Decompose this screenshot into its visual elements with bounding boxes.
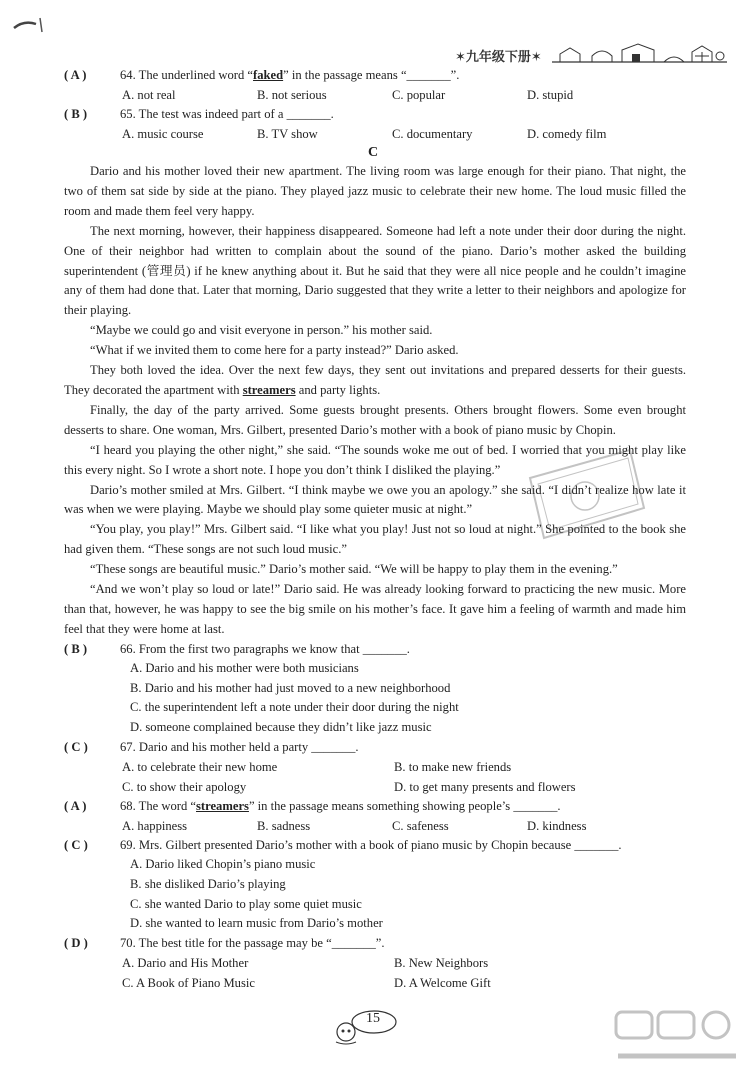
answer-mark: ( A ) — [64, 68, 87, 82]
answer-option: B. New Neighbors — [394, 956, 489, 971]
question-text: 68. The word “streamers” in the passage means something showing people’s _______. — [120, 798, 561, 813]
keyword: streamers — [196, 798, 249, 813]
answer-option: D. comedy film — [527, 127, 607, 141]
answer-option: A. not real — [122, 88, 176, 102]
paragraph: “You play, you play!” Mrs. Gilbert said. “I like what you play! Just not so loud at night.” She pointed to the book she had given them. “These songs are not such loud music.” — [64, 522, 686, 557]
answer-option: C. the superintendent left a note under their door during the night — [130, 700, 459, 715]
answer-option: C. to show their apology — [122, 779, 247, 794]
paragraph: “These songs are beautiful music.” Dario’s mother said. “We will be happy to play them in the evening.” — [90, 562, 618, 577]
answer-option: A. Dario liked Chopin’s piano music — [130, 856, 316, 871]
question — [64, 66, 686, 105]
question — [64, 836, 686, 934]
answer-option: B. she disliked Dario’s playing — [130, 876, 286, 891]
answer-option: C. A Book of Piano Music — [122, 976, 255, 991]
star-icon: ✶ — [455, 50, 466, 65]
questions-section-b — [64, 66, 686, 144]
paragraph: The next morning, however, their happiness disappeared. Someone had left a note under their door during the night. One of their neighbor had written to complain about the sound of the piano. Dario’s mother asked the building superintendent (管理员) if he knew anything about it. But he said that they were all nice people and he couldn’t imagine any of them had done that. Later that morning, Dario suggested that they write a letter to their neighbors and apologize for their playing. — [64, 223, 686, 318]
answer-option: B. TV show — [257, 127, 318, 141]
keyword: streamers — [242, 382, 296, 397]
question-text: 69. Mrs. Gilbert presented Dario’s mother with a book of piano music by Chopin because _______. — [120, 837, 622, 852]
answer-option: D. someone complained because they didn’t like jazz music — [130, 720, 432, 735]
paragraph: They both loved the idea. Over the next few days, they sent out invitations and prepared desserts for their guests. They decorated the apartment with streamers and party lights. — [64, 363, 686, 397]
page-number-badge — [330, 1006, 400, 1046]
question-stem — [64, 836, 686, 855]
question-stem — [64, 640, 686, 659]
question-stem — [64, 797, 686, 816]
paragraph: “What if we invited them to come here for a party instead?” Dario asked. — [90, 343, 459, 358]
paragraph: “And we won’t play so loud or late!” Dario said. He was already looking forward to practicing the new music. More than that, however, he was happy to see the big smile on his mother’s face. It gave him a feeling of warmth and made him feel that they were home at last. — [64, 582, 686, 636]
answer-option: D. she wanted to learn music from Dario’s mother — [130, 916, 383, 931]
paragraph: Dario and his mother loved their new apartment. The living room was large enough for their piano. That night, the two of them sat side by side at the piano. They played jazz music to celebrate their new home. The loud music filled the room and made them feel very happy. — [64, 164, 686, 218]
page-number: 15 — [366, 1011, 380, 1026]
answer-option: A. music course — [122, 127, 204, 141]
paragraph: Dario’s mother smiled at Mrs. Gilbert. “I think maybe we owe you an apology.” she said. “I didn’t realize how late it was when we were playing. Maybe we should play some quieter music at night.” — [64, 482, 686, 517]
answer-option: D. A Welcome Gift — [394, 976, 491, 991]
answer-mark: ( B ) — [64, 641, 88, 656]
section-title: C — [367, 145, 379, 160]
answer-option: B. not serious — [257, 88, 327, 102]
answer-mark: ( C ) — [64, 837, 88, 852]
paragraph: “Maybe we could go and visit everyone in person.” his mother said. — [90, 323, 433, 338]
question-stem — [64, 738, 686, 757]
publisher-stamp-icon — [520, 448, 650, 568]
site-watermark-icon — [612, 1008, 742, 1063]
village-skyline-icon — [552, 42, 727, 66]
answer-mark: ( B ) — [64, 107, 88, 121]
cartoon-face-icon — [330, 1006, 400, 1046]
question-stem — [64, 934, 686, 953]
answer-option: C. documentary — [392, 127, 473, 141]
question-text: 64. The underlined word “faked” in the passage means “_______”. — [120, 68, 460, 82]
answer-option: A. happiness — [122, 818, 188, 833]
answer-option: D. stupid — [527, 88, 574, 102]
question-text: 70. The best title for the passage may be “_______”. — [120, 936, 385, 951]
keyword: faked — [253, 68, 284, 82]
answer-option: D. to get many presents and flowers — [394, 779, 576, 794]
grade-label-text: 九年级下册 — [465, 50, 531, 65]
answer-mark: ( C ) — [64, 739, 88, 754]
paragraph: “I heard you playing the other night,” she said. “The sounds woke me out of bed. I worried that you might play like this every night. So I wrote a short note. I hope you don’t think I disliked the playing.” — [64, 442, 686, 477]
answer-option: D. kindness — [527, 818, 587, 833]
answer-option: A. Dario and his mother were both musicians — [130, 660, 359, 675]
star-icon: ✶ — [530, 50, 542, 65]
page-header — [0, 6, 750, 66]
question-text: 66. From the first two paragraphs we know that _______. — [120, 641, 410, 656]
reading-passage — [64, 162, 686, 640]
question — [64, 738, 686, 797]
answer-option: C. safeness — [392, 818, 449, 833]
answer-option: C. she wanted Dario to play some quiet music — [130, 896, 362, 911]
grade-label — [455, 46, 542, 65]
answer-option: A. Dario and His Mother — [122, 956, 249, 971]
answer-mark: ( D ) — [64, 936, 88, 951]
question-text: 67. Dario and his mother held a party _______. — [120, 739, 359, 754]
question — [64, 934, 686, 993]
answer-option: C. popular — [392, 88, 446, 102]
question-stem — [64, 66, 686, 85]
question-text: 65. The test was indeed part of a _______. — [120, 107, 334, 121]
answer-option: A. to celebrate their new home — [122, 759, 278, 774]
paragraph: Finally, the day of the party arrived. Some guests brought presents. Others brought flowers. Some even brought desserts to share. One woman, Mrs. Gilbert, presented Dario’s mother with a book of piano music by Chopin. — [64, 402, 686, 437]
question-stem — [64, 105, 686, 124]
question — [64, 640, 686, 738]
answer-option: B. Dario and his mother had just moved to a new neighborhood — [130, 680, 451, 695]
question — [64, 105, 686, 144]
question — [64, 797, 686, 836]
answer-option: B. to make new friends — [394, 759, 512, 774]
questions-section-c — [64, 640, 686, 993]
answer-option: B. sadness — [257, 818, 311, 833]
answer-mark: ( A ) — [64, 798, 87, 813]
